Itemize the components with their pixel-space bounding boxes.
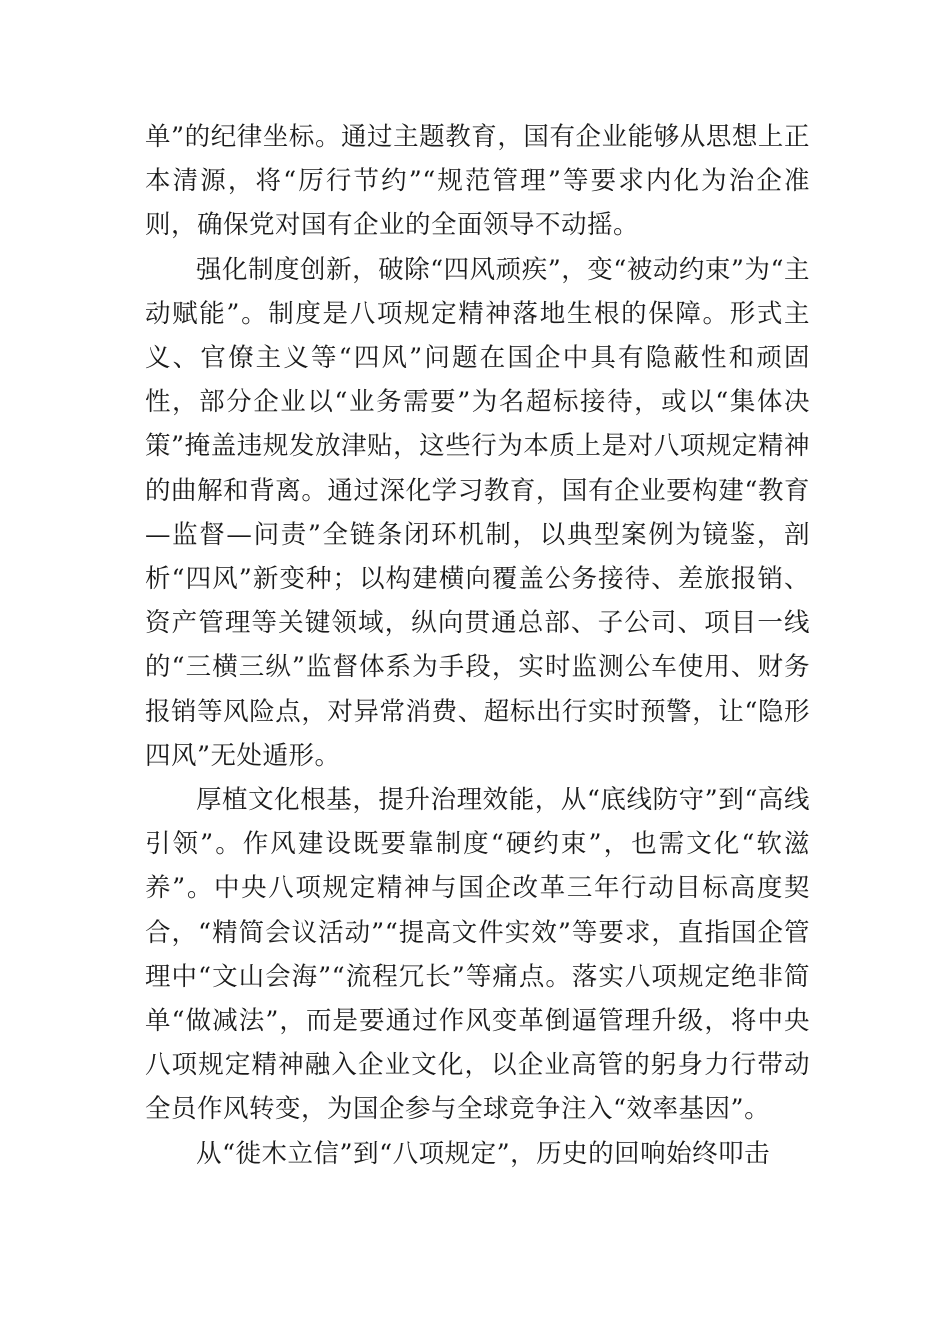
document-body xyxy=(145,115,810,1176)
paragraph-2: 强化制度创新，破除“四风顽疾”，变“被动约束”为“主动赋能”。制度是八项规定精神落地生根的保障。形式主义、官僚主义等“四风”问题在国企中具有隐蔽性和顽固性，部分企业以“业务需要”为名超标接待，或以“集体决策”掩盖违规发放津贴，这些行为本质上是对八项规定精神的曲解和背离。通过深化学习教育，国有企业要构建“教育—监督—问责”全链条闭环机制，以典型案例为镜鉴，剖析“四风”新变种；以构建横向覆盖公务接待、差旅报销、资产管理等关键领域，纵向贯通总部、子公司、项目一线的“三横三纵”监督体系为手段，实时监测公车使用、财务报销等风险点，对异常消费、超标出行实时预警，让“隐形四风”无处遁形。 xyxy=(145,254,810,771)
paragraph-4: 从“徙木立信”到“八项规定”，历史的回响始终叩击 xyxy=(196,1138,771,1169)
paragraph-3: 厚植文化根基，提升治理效能，从“底线防守”到“高线引领”。作风建设既要靠制度“硬约束”，也需文化“软滋养”。中央八项规定精神与国企改革三年行动目标高度契合，“精简会议活动”“提高文件实效”等要求，直指国企管理中“文山会海”“流程冗长”等痛点。落实八项规定绝非简单“做减法”，而是要通过作风变革倒逼管理升级，将中央八项规定精神融入企业文化，以企业高管的躬身力行带动全员作风转变，为国企参与全球竞争注入“效率基因”。 xyxy=(145,785,810,1125)
paragraph-1: 单”的纪律坐标。通过主题教育，国有企业能够从思想上正本清源，将“厉行节约”“规范管理”等要求内化为治企准则，确保党对国有企业的全面领导不动摇。 xyxy=(145,122,810,241)
